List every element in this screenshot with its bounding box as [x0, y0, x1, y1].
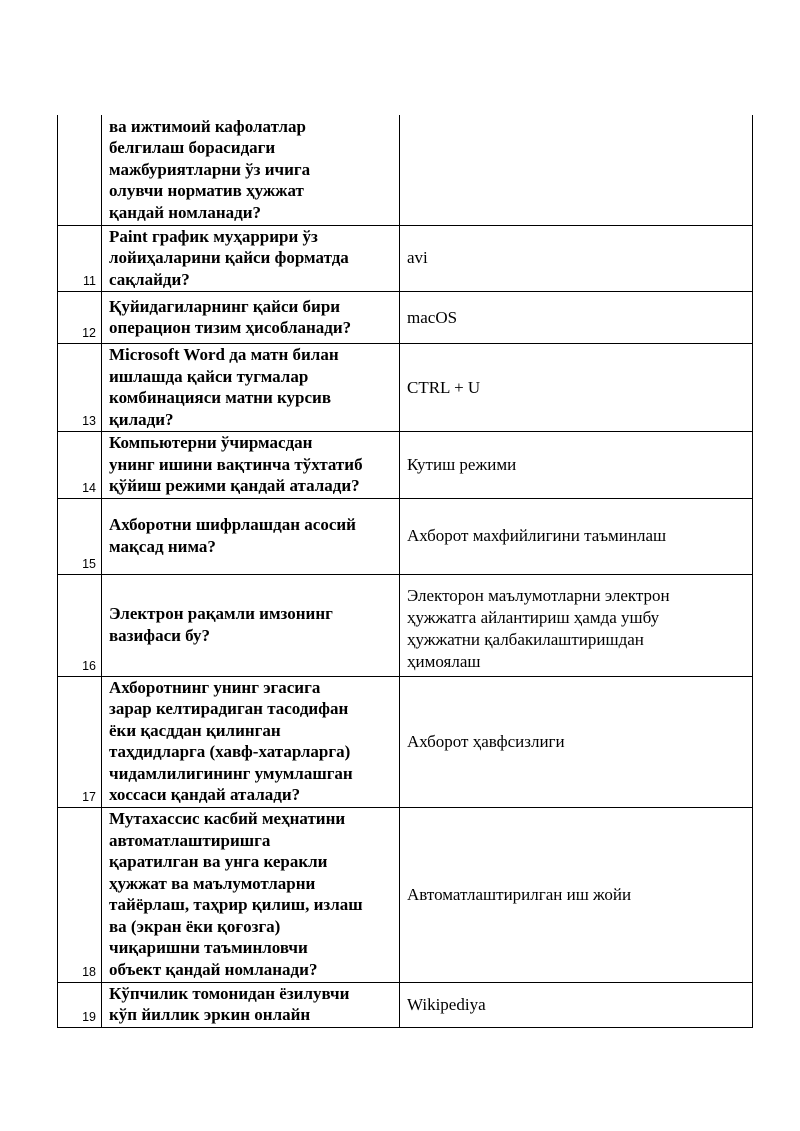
- row-number: 15: [82, 556, 96, 571]
- table-row: [58, 115, 753, 225]
- row-number: 17: [82, 789, 96, 804]
- row-number: 16: [82, 658, 96, 673]
- row-number: 12: [82, 326, 96, 340]
- row-number-cell: [58, 982, 102, 1027]
- row-number: 14: [82, 480, 96, 495]
- row-number-cell: [58, 676, 102, 807]
- answer-text: avi: [407, 248, 428, 268]
- table-row: [58, 982, 753, 1027]
- question-text: Мутахассис касбий меҳнатини автоматлаштиришга қаратилган ва унга керакли ҳужжат ва маълумотларни тайёрлаш, таҳрир қилиш, излаш ва (экран ёки қоғозга) чиқаришни таъминловчи объект қандай номланади?: [109, 809, 363, 979]
- answer-text: Ахборот махфийлигини таъминлаш: [407, 526, 667, 545]
- question-cell: [102, 574, 400, 676]
- answer-text: Ахборот ҳавфсизлиги: [407, 731, 565, 751]
- answer-cell: [400, 574, 753, 676]
- table-row: [58, 807, 753, 982]
- question-cell: [102, 344, 400, 432]
- answer-cell: [400, 676, 753, 807]
- answer-cell: [400, 498, 753, 574]
- question-cell: [102, 807, 400, 982]
- answer-cell: [400, 225, 753, 292]
- row-number-cell: [58, 344, 102, 432]
- row-number-cell: [58, 498, 102, 574]
- table-row: [58, 574, 753, 676]
- row-number-cell: [58, 225, 102, 292]
- answer-cell: [400, 115, 753, 225]
- answer-text: Wikipediya: [407, 994, 486, 1014]
- question-text: Ахборотни шифрлашдан асосий мақсад нима?: [109, 515, 356, 556]
- answer-cell: [400, 292, 753, 344]
- row-number: 19: [82, 1009, 96, 1024]
- question-text: Microsoft Word да матн билан ишлашда қайси тугмалар комбинацияси матни курсив қилади?: [109, 345, 339, 429]
- table-row: [58, 676, 753, 807]
- answer-cell: [400, 982, 753, 1027]
- answer-text: Электорон маълумотларни электрон ҳужжатга айлантириш ҳамда ушбу ҳужжатни қалбакилаштиришдан ҳимоялаш: [407, 586, 670, 671]
- row-number: 13: [82, 414, 96, 428]
- question-cell: [102, 225, 400, 292]
- row-number-cell: [58, 432, 102, 499]
- question-cell: [102, 292, 400, 344]
- answer-text: macOS: [407, 307, 458, 327]
- answer-text: CTRL + U: [407, 377, 481, 397]
- row-number-cell: [58, 574, 102, 676]
- row-number: 18: [82, 964, 96, 979]
- question-text: Компьютерни ўчирмасдан унинг ишини вақтинча тўхтатиб қўйиш режими қандай аталади?: [109, 433, 363, 495]
- question-text: Қуйидагиларнинг қайси бири операцион тизим ҳисобланади?: [109, 296, 352, 337]
- row-number-cell: [58, 807, 102, 982]
- row-number-cell: [58, 292, 102, 344]
- row-number-cell: [58, 115, 102, 225]
- question-text: Ахборотнинг унинг эгасига зарар келтирадиган тасодифан ёки қасддан қилинган таҳдидларга (хавф-хатарларга) чидамлилигининг умумлашган хоссаси қандай аталади?: [109, 677, 353, 804]
- question-cell: [102, 982, 400, 1027]
- answer-text: Автоматлаштирилган иш жойи: [407, 884, 632, 904]
- answer-cell: [400, 807, 753, 982]
- question-cell: [102, 115, 400, 225]
- table-row: [58, 225, 753, 292]
- table-row: [58, 344, 753, 432]
- question-table: [57, 115, 753, 1028]
- question-text: Paint график муҳаррири ўз лойиҳаларини қайси форматда сақлайди?: [109, 226, 349, 289]
- question-cell: [102, 432, 400, 499]
- table-row: [58, 498, 753, 574]
- question-text: Электрон рақамли имзонинг вазифаси бу?: [109, 604, 333, 645]
- question-cell: [102, 676, 400, 807]
- question-text: Кўпчилик томонидан ёзилувчи кўп йиллик эркин онлайн: [109, 983, 350, 1024]
- answer-cell: [400, 344, 753, 432]
- answer-cell: [400, 432, 753, 499]
- question-cell: [102, 498, 400, 574]
- table-row: [58, 432, 753, 499]
- row-number: 11: [83, 274, 96, 288]
- question-text: ва ижтимоий кафолатлар белгилаш борасидаги мажбуриятларни ўз ичига олувчи норматив ҳужжат қандай номланади?: [109, 116, 311, 222]
- answer-text: Кутиш режими: [407, 454, 517, 474]
- table-row: [58, 292, 753, 344]
